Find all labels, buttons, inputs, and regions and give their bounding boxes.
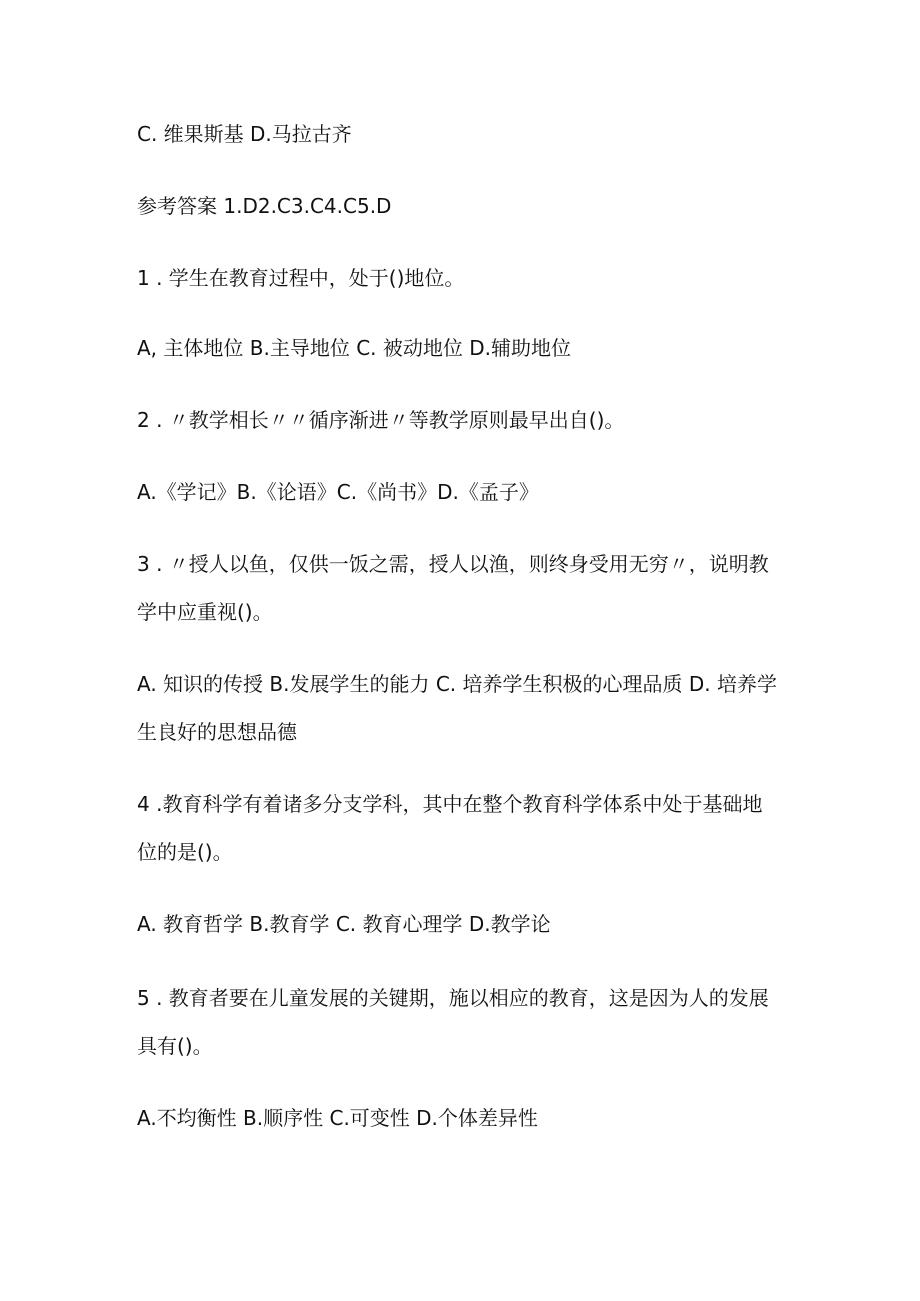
question-3-options-line-2: 生良好的思想品德 <box>137 720 297 744</box>
question-3-line-1: 3 . 〃授人以鱼，仅供一饭之需，授人以渔，则终身受用无穷〃，说明教 <box>137 552 769 576</box>
question-4-line-2: 位的是()。 <box>137 840 233 864</box>
question-5-line-1: 5 . 教育者要在儿童发展的关键期，施以相应的教育，这是因为人的发展 <box>137 986 769 1010</box>
question-5-line-2: 具有()。 <box>137 1034 213 1058</box>
question-4-options: A. 教育哲学 B.教育学 C. 教育心理学 D.教学论 <box>137 912 551 936</box>
question-2-options: A.《学记》B.《论语》C.《尚书》D.《孟子》 <box>137 480 539 504</box>
question-5-options: A.不均衡性 B.顺序性 C.可变性 D.个体差异性 <box>137 1106 538 1130</box>
option-line-prev-question: C. 维果斯基 D.马拉古齐 <box>137 122 352 146</box>
question-1: 1 . 学生在教育过程中，处于()地位。 <box>137 266 465 290</box>
question-3-line-2: 学中应重视()。 <box>137 600 273 624</box>
question-1-options: A, 主体地位 B.主导地位 C. 被动地位 D.辅助地位 <box>137 336 571 360</box>
question-2: 2 . 〃教学相长〃〃循序渐进〃等教学原则最早出自()。 <box>137 408 625 432</box>
question-3-options-line-1: A. 知识的传授 B.发展学生的能力 C. 培养学生积极的心理品质 D. 培养学 <box>137 672 777 696</box>
question-4-line-1: 4 .教育科学有着诸多分支学科，其中在整个教育科学体系中处于基础地 <box>137 792 763 816</box>
answer-key-line: 参考答案 1.D2.C3.C4.C5.D <box>137 194 392 218</box>
